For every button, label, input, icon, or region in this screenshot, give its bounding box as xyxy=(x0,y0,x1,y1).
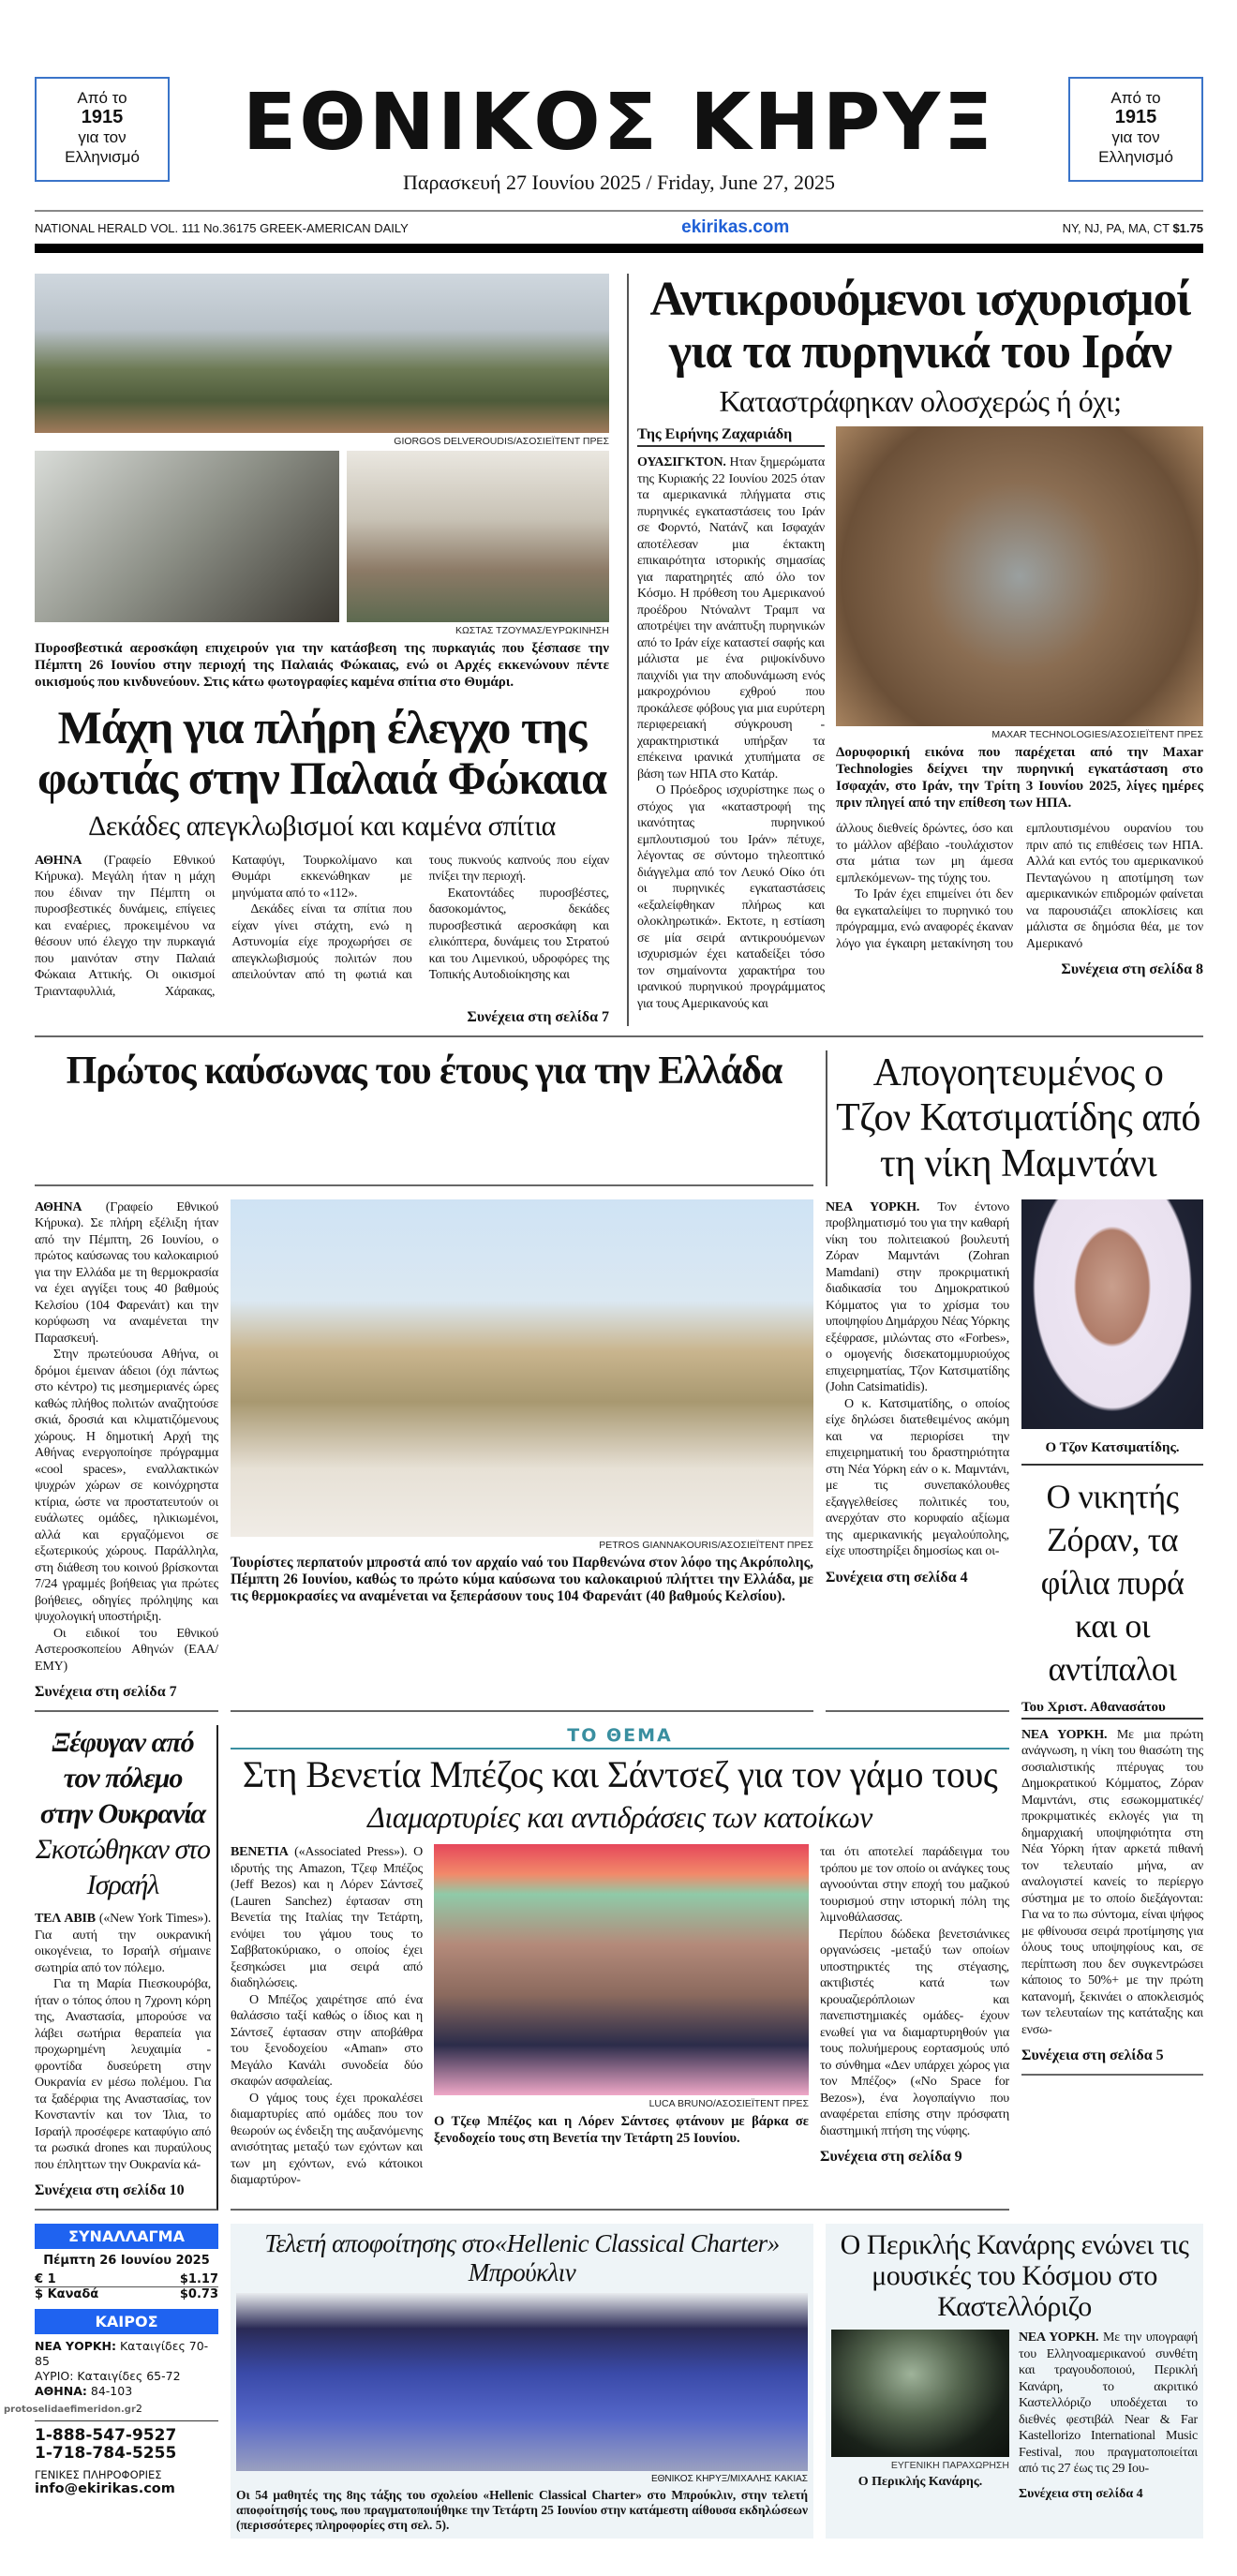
currency: $ Καναδά xyxy=(35,2287,99,2302)
paragraph-text: («New York Times»). Για αυτή την ουκρανική οικογένεια, το Ισραήλ σήμαινε σωτηρία από τον πόλεμο. xyxy=(35,1912,211,1975)
since-text: Από το xyxy=(1110,89,1161,107)
since-text: Ελληνισμό xyxy=(65,148,140,166)
fx-row xyxy=(35,2272,218,2287)
watermark-suffix: 2 xyxy=(135,2403,142,2416)
weather-list xyxy=(35,2339,218,2399)
article-body xyxy=(231,1844,423,2189)
acropolis-photo xyxy=(231,1199,813,1537)
burned-house-photo xyxy=(347,451,609,622)
paragraph: Ο Πρόεδρος ισχυρίστηκε πως ο στόχος για «καταστροφή της ικανότητας πυρηνικού εμπλουτισμού του Ιράν» πέτυχε, λέγοντας σε σύντομο τηλεοπτικό διάγγελμα από τον Λευκό Οίκο ότι οι πυρηνικές εγκαταστάσεις «εξαλείφθηκαν πλήρως και ολοκληρωτικά». Εκτοτε, η εστίαση σε μία σειρά αντικρουόμενων ισχυρισμών έχει καταδείξει τόσο τον σημαίνοντα χαρακτήρα του ιρανικού πυρηνικού προγράμματος για τους Αμερικανούς και xyxy=(637,783,825,1011)
paragraph-text: Με την υπογραφή του Ελληνοαμερικανού συνθέτη και τραγουδοποιού, Περικλή Κανάρη, το ακριτικό Καστελλόριζο υποδέχεται το διεθνές φεστιβάλ Near & Far Kastellorizo International Music Festival, που πραγματοποιείται από τις 27 έως τις 29 Ιου- xyxy=(1019,2330,1198,2477)
photo-credit: ΚΩΣΤΑΣ ΤΖΟΥΜΑΣ/ΕΥΡΩΚΙΝΗΣΗ xyxy=(455,625,609,636)
kanaris-text-column xyxy=(1019,2330,1198,2502)
bezos-photo xyxy=(434,1844,809,2095)
graduation-box xyxy=(231,2224,813,2539)
masthead-bar xyxy=(35,244,1203,253)
headline: Αντικρουόμενοι ισχυρισμοί για τα πυρηνικά του Ιράν xyxy=(649,273,1191,380)
iran-columns xyxy=(637,426,1203,1012)
masthead-center xyxy=(170,77,1068,195)
paragraph xyxy=(35,1199,218,1348)
city: ΑΘΗΝΑ: xyxy=(35,2384,87,2399)
since-1915-box-right xyxy=(1068,77,1203,182)
paragraph: Στην πρωτεύουσα Αθήνα, οι δρόμοι έμειναν άδειοι (όχι πάντως στο κέντρο) τις μεσημεριανές ώρες καθώς πλήθος πολιτών αναζητούσε σκιά, δροσιά και κλιματιζόμενους χώρους. Η δημοτική Αρχή της Αθήνας ενεργοποίησε πρόγραμμα «cool spaces», εναλλακτικών ψυχρών χώρων σε κοινόχρηστα κτίρια, ώστε να προστατευτούν οι ευάλωτες ομάδες, ηλικιωμένοι, αλλά και εργαζόμενοι σε εξωτερικούς χώρους. Παράλληλα, στη διάθεση του κοινού βρίσκονται 7/24 γραμμές βοήθειας για πρώτες βοήθειες, οδηγίες πρόληψης και ψυχολογική υποστήριξη. xyxy=(35,1348,218,1625)
rate: $0.73 xyxy=(179,2287,218,2302)
since-year: 1915 xyxy=(81,107,124,127)
iran-left-column xyxy=(637,426,825,1012)
since-text: για τον xyxy=(78,128,127,146)
fire-photo xyxy=(35,274,609,433)
catsimatidis-photo xyxy=(1021,1199,1203,1429)
continued-link[interactable]: Συνέχεια στη σελίδα 4 xyxy=(826,1569,968,1586)
paragraph: Περίπου δώδεκα βενετσιάνικες οργανώσεις -μεταξύ των οποίων υποστηρικτές της στέγασης, ακτιβιστές κατά των κρουαζιερόπλοιων και πανεπιστημιακές ομάδες- έχουν ενωθεί για να διαμαρτυρηθούν για τους πολυήμερους εορτασμούς υπό το σύνθημα «Δεν υπάρχει χώρος για τον Μπέζος» («No Space for Bezos»), ένα λογοπαίγνιο που αναφέρεται επίσης στην πρόσφατη διαστημική πτήση της νύφης. xyxy=(820,1927,1009,2138)
article-body xyxy=(35,853,609,1001)
continued-link[interactable]: Συνέχεια στη σελίδα 7 xyxy=(35,1684,177,1701)
forecast: Καταιγίδες 70-85 xyxy=(35,2339,209,2369)
dateline: ΑΘΗΝΑ xyxy=(35,1199,82,1214)
photo-credit: ΕΥΓΕΝΙΚΗ ΠΑΡΑΧΩΡΗΣΗ xyxy=(890,2460,1009,2472)
continued-link[interactable]: Συνέχεια στη σελίδα 8 xyxy=(1061,961,1203,978)
fire-article xyxy=(35,274,609,1026)
masthead-title: ΕΘΝΙΚΟΣ ΚΗΡΥΞ xyxy=(242,76,996,168)
forecast: ΑΥΡΙΟ: Καταιγίδες 65-72 xyxy=(35,2369,181,2384)
subheadline: Σκοτώθηκαν στο Ισραήλ xyxy=(35,1834,210,1901)
photo-credit: ΕΘΝΙΚΟΣ ΚΗΡΥΞ/ΜΙΧΑΛΗΣ ΚΑΚΙΑΣ xyxy=(650,2474,808,2485)
divider xyxy=(35,2420,218,2421)
right-column xyxy=(1021,1199,1203,2211)
photo-caption: Δορυφορική εικόνα που παρέχεται από την Maxar Technologies δείχνει την πυρηνική εγκατάσταση στο Ισφαχάν, στο Ιράν, την Τρίτη 3 Ιουνίου 2025, λίγες ημέρες πριν πληγεί από την επίθεση των ΗΠΑ. xyxy=(836,745,1203,812)
fx-table xyxy=(35,2272,218,2301)
fx-title: ΣΥΝΑΛΛΑΓΜΑ xyxy=(35,2224,218,2249)
ukraine-article xyxy=(35,1725,218,2211)
photo-caption: Οι 54 μαθητές της 8ης τάξης του σχολείου «Hellenic Classical Charter» στο Μπρούκλιν, στην τελετή αποφοίτησής τους, που πραγματοποιήθηκε την Τετάρτη 25 Ιουνίου στην κατάμεστη αίθουσα εκδηλώσεων (περισσότερες πληροφορίες στη σελ. 5). xyxy=(236,2488,808,2533)
article-body xyxy=(820,1844,1009,2139)
dateline: ΝΕΑ ΥΟΡΚΗ. xyxy=(1021,1727,1108,1742)
dateline: ΟΥΑΣΙΓΚΤΟΝ. xyxy=(637,455,726,470)
photo-caption: Τουρίστες περπατούν μπροστά από τον αρχαίο ναό του Παρθενώνα στον λόφο της Ακρόπολης, Πέμπτη 26 Ιουνίου, καθώς το πρώτο κύμα καύσωνα του καλοκαιριού πλήττει την Ελλάδα, με τις θερμοκρασίες να αναμένεται να ξεπεράσουν τους 104 Φαρενάιτ (40 βαθμούς Κελσίου). xyxy=(231,1554,813,1604)
paragraph-text: (Γραφείο Εθνικού Κήρυκα). Μεγάλη ήταν η μάχη που έδιναν την Πέμπτη οι πυροσβεστικές δυνάμεις, επίγειες και εναέριες, προκειμένου να θέσουν υπό έλεγχο την πυρκαγιά που μαινόταν στην Παλαιά Φώκαια Αττικής. Οι οικισμοί Τριανταφυλλιά, Χάρακας, Καταφύγι, Τουρκολίμανο και Θυμάρι εκκενώθηκαν με μηνύματα από το «112». xyxy=(35,853,412,999)
headline: Απογοητευμένος ο Τζον Κατσιματίδης από τη νίκη Μαμντάνι xyxy=(826,1050,1203,1186)
heat-photo-column xyxy=(231,1199,813,1713)
article-body xyxy=(1021,1727,1203,2039)
section-kicker: ΤΟ ΘΕΜΑ xyxy=(231,1725,1009,1750)
fx-date: Πέμπτη 26 Ιουνίου 2025 xyxy=(43,2254,210,2269)
currency: € 1 xyxy=(35,2272,56,2287)
catsimatidis-text-column xyxy=(826,1199,1009,1713)
photo-credit: GIORGOS DELVEROUDIS/ΑΣΟΣΙΕΪΤΕΝΤ ΠΡΕΣ xyxy=(394,436,609,447)
headline: Πρώτος καύσωνας του έτους για την Ελλάδα xyxy=(35,1050,813,1186)
paragraph-text: (Γραφείο Εθνικού Κήρυκα). Σε πλήρη εξέλιξη ήταν από την Πέμπτη, 26 Ιουνίου, ο πρώτος καύσωνας του καλοκαιριού για την Ελλάδα με τη θερμοκρασία να έχει αγγίξει τους 40 βαθμούς Κελσίου (104 Φαρενάιτ) και την κορύφωση να αναμένεται την Παρασκευή. xyxy=(35,1199,218,1346)
dateline: ΑΘΗΝΑ xyxy=(35,853,82,868)
paragraph xyxy=(1019,2330,1198,2478)
photo-caption: Ο Τζον Κατσιματίδης. xyxy=(1021,1440,1203,1466)
lower-grid xyxy=(4,1050,1203,2539)
phone-number[interactable]: 1-718-784-5255 xyxy=(35,2444,177,2464)
rate: $1.17 xyxy=(179,2272,218,2287)
subheadline: Καταστράφηκαν ολοσχερώς ή όχι; xyxy=(719,384,1122,419)
article-body xyxy=(836,821,1203,952)
watermark xyxy=(4,2403,218,2415)
subheadline: Διαμαρτυρίες και αντιδράσεις των κατοίκων xyxy=(367,1800,872,1835)
paragraph-text: Με μια πρώτη ανάγνωση, η νίκη του θιασώτη της σοσιαλιστικής πτέρυγας του Δημοκρατικού Κόμματος, Ζόραν Μαμντάνι, στις εσωκομματικές/προκριματικές εκλογές για τη δημαρχιακή υποψηφιότητα στη Νέα Υόρκη ήταν αρκετά πιθανή τον τελευταίο μήνα, αν αναλογιστεί κανείς το περίεργο σύστημα με το οποίο διεξάγονται: Για να το πω σύντομα, είναι ψήφος με φθίνουσα σειρά προτίμησης για όλους τους υποψηφίους και, σε περίπτωση που δεν συγκεντρώσει κάποιος το 50%+ με την πρώτη κατανομή, ξεκινάει ο αποκλεισμός των τελευταίων της κατάταξης και ενσω- xyxy=(1021,1727,1203,2037)
weather-row xyxy=(35,2369,218,2384)
watermark-text: protoselidaefimeridon.gr xyxy=(4,2405,136,2416)
kanaris-columns xyxy=(831,2330,1198,2502)
top-row xyxy=(35,274,1203,1037)
byline: Του Χριστ. Αθανασάτου xyxy=(1021,1700,1203,1720)
photo-credit: PETROS GIANNAKOURIS/ΑΣΟΣΙΕΪΤΕΝΤ ΠΡΕΣ xyxy=(599,1539,813,1551)
kanaris-box xyxy=(826,2224,1203,2539)
venice-columns xyxy=(231,1844,1009,2189)
dateline: ΒΕΝΕΤΙΑ xyxy=(231,1845,289,1860)
paragraph xyxy=(231,1844,423,1992)
since-year: 1915 xyxy=(1114,107,1157,127)
price: $1.75 xyxy=(1172,220,1203,235)
since-1915-box-left xyxy=(35,77,170,182)
burned-house-photo xyxy=(35,451,339,622)
dateline: ΝΕΑ ΥΟΡΚΗ. xyxy=(1019,2330,1099,2345)
masthead xyxy=(35,0,1203,195)
price-info xyxy=(1063,221,1203,235)
paragraph-text: Ηταν ξημερώματα της Κυριακής 22 Ιουνίου 2025 όταν τα αμερικανικά πλήγματα στις πυρηνικές εγκαταστάσεις του Ιράν σε Φορντό, Νατάνζ και Ισφαχάν αποτέλεσαν μια έκτακτη επικαιρότητα ιστορικής σημασίας για παρατηρητές από όλο τον Κόσμο. Η πρόθεση του Αμερικανού προέδρου Ντόναλντ Τραμπ να αποτρέψει την ανάπτυξη πυρηνικών από το Ιράν είχε καταστεί σαφής και μάλιστα με ένα ριψοκίνδυνο παιχνίδι για την αποδυνάμωση ενός μακροχρόνιου εχθρού που προκάλεσε φόβους για μια ευρύτερη περιφερειακή σύγκρουση - χαρακτηριστικά υπήρξαν τα επέκεινα ιρανικά χτυπήματα σε βάση των ΗΠΑ στο Κατάρ. xyxy=(637,455,825,782)
byline: Της Ειρήνης Ζαχαριάδη xyxy=(637,426,825,447)
since-text: Ελληνισμό xyxy=(1098,148,1173,166)
states: NY, NJ, PA, MA, CT xyxy=(1062,220,1170,235)
weather-row xyxy=(35,2339,218,2369)
paragraph: Οι ειδικοί του Εθνικού Αστεροσκοπείου Αθηνών (ΕΑΑ/ΕΜΥ) xyxy=(35,1626,218,1674)
forecast: 84-103 xyxy=(86,2384,133,2399)
photo-caption: Ο Περικλής Κανάρης. xyxy=(857,2475,983,2490)
paragraph: Το Ιράν έχει επιμείνει ότι δεν θα εγκαταλείψει το πυρηνικό του πρόγραμμα, ενώ αναφορές έκαναν λόγο για έγκαιρη μετακίνηση του εμπλουτισμένου ουρανίου του πριν από τις επιθέσεις των ΗΠΑ. Αλλά και εντός του αμερικανικού Πενταγώνου η αποτίμηση των αμερικανικών επιδρομών φαίνεται να παρουσιάζει αποκλίσεις και μάλιστα σε δημόσια θέα, με τον Αμερικανό xyxy=(836,822,1203,951)
headline: Τελετή αποφοίτησης στο«Hellenic Classical Charter» Μπρούκλιν xyxy=(264,2229,780,2287)
weather-title: ΚΑΙΡΟΣ xyxy=(35,2309,218,2334)
issue-date: Παρασκευή 27 Ιουνίου 2025 / Friday, June 27, 2025 xyxy=(403,171,835,194)
front-page xyxy=(4,0,1203,2576)
article-body xyxy=(35,1199,218,1675)
paragraph-text: Τον έντονο προβληματισμό του για την καθαρή νίκη του πολιτειακού βουλευτή Ζόραν Μαμντάνι (Zohran Mamdani) στην προκριματική διαδικασία του Δημοκρατικού Κόμματος για το χρίσμα του υποψηφίου Δημάρχου Νέας Υόρκης εξέφρασε, μιλώντας στο «Forbes», ο ομογενής δισεκατομμυριούχος επιχειρηματίας, Τζον Κατσιματίδης (John Catsimatidis). xyxy=(826,1199,1009,1395)
continued-link[interactable]: Συνέχεια στη σελίδα 4 xyxy=(1019,2486,1143,2501)
paragraph xyxy=(637,454,825,782)
website-link[interactable]: ekirikas.com xyxy=(681,217,790,237)
phone-list xyxy=(35,2427,218,2463)
headline: Ο νικητής Ζόραν, τα φίλια πυρά και οι αντίπαλοι xyxy=(1040,1477,1185,1688)
photo-caption: Πυροσβεστικά αεροσκάφη επιχειρούν για την κατάσβεση της πυρκαγιάς που ξέσπασε την Πέμπτη 26 Ιουνίου στην περιοχή της Παλαιάς Φώκαιας, ενώ οι Αρχές εκκενώνουν πέντε οικισμούς που κινδυνεύουν. Στις κάτω φωτογραφίες καμένα σπίτια στο Θυμάρι. xyxy=(35,641,609,690)
continued-link[interactable]: Συνέχεια στη σελίδα 7 xyxy=(467,1009,609,1025)
venice-right-column xyxy=(820,1844,1009,2189)
email-link[interactable]: info@ekirikas.com xyxy=(35,2481,175,2497)
since-text: Από το xyxy=(77,89,127,107)
dateline: ΝΕΑ ΥΟΡΚΗ. xyxy=(826,1199,920,1214)
photo-caption: Ο Τζεφ Μπέζος και η Λόρεν Σάντσες φτάνουν με βάρκα σε ξενοδοχείο τους στη Βενετία την Τετάρτη 25 Ιουνίου. xyxy=(434,2114,809,2147)
paragraph: Για τη Μαρία Πιεσκουρόβα, ήταν ο τόπος όπου η 7χρονη κόρη της, Αναστασία, μπορούσε να λάβει σωτήρια θεραπεία για προχωρημένη λευχαιμία - φροντίδα δυσεύρετη στην Ουκρανία εν μέσω πολέμου. Για τα ξαδέρφια της Αναστασίας, τον Κονσταντίν και τον Ίλια, το Ισραήλ προσέφερε καταφύγιο από τα ρωσικά drones και πυραύλους που έπληττων την Ουκρανία κά- xyxy=(35,1977,211,2172)
iran-right-column xyxy=(836,426,1203,1012)
venice-photo-column xyxy=(434,1844,809,2189)
edition-info: NATIONAL HERALD VOL. 111 No.36175 GREEK-AMERICAN DAILY xyxy=(35,220,409,235)
photo-credit: LUCA BRUNO/ΑΣΟΣΙΕΪΤΕΝΤ ΠΡΕΣ xyxy=(648,2098,809,2110)
article-body xyxy=(35,1911,211,2173)
venice-article xyxy=(231,1725,1009,2211)
paragraph xyxy=(35,1911,211,1976)
continued-link[interactable]: Συνέχεια στη σελίδα 9 xyxy=(820,2149,962,2166)
paragraph-text: («Associated Press»). Ο ιδρυτής της Amazon, Τζεφ Μπέζος (Jeff Bezos) και η Λόρεν Σάντσεζ (Lauren Sanchez) έφτασαν στη Βενετία της Ιταλίας την Τετάρτη, ενόψει του γάμου τους το Σαββατοκύριακο, ο οποίος έχει ξεσηκώσει μια σειρά από διαδηλώσεις. xyxy=(231,1845,423,1991)
since-text: για τον xyxy=(1111,128,1160,146)
sidebar xyxy=(4,2224,218,2539)
paragraph: Ο γάμος τους έχει προκαλέσει διαμαρτυρίες από ομάδες που τον θεωρούν ως ένδειξη της αυξανόμενης ανισότητας μεταξύ των εχόντων και των μη εχόντων, ενώ κάτοικοι διαμαρτύρον- xyxy=(231,2091,423,2188)
paragraph: Ο Μπέζος χαιρέτησε από ένα θαλάσσιο ταξί καθώς ο ίδιος και η Σάντσεζ έφτασαν στην αποβάθρα του ξενοδοχείου «Aman» στο Μεγάλο Κανάλι συνοδεία δύο σκαφών ασφαλείας. xyxy=(231,1992,423,2090)
phone-number[interactable]: 1-888-547-9527 xyxy=(35,2426,177,2446)
paragraph: ται ότι αποτελεί παράδειγμα του τρόπου με τον οποίο οι ανάγκες τους αγνοούνται στην εποχή του μαζικού τουρισμού στην ιστορική πόλη της λιμνοθάλασσας. xyxy=(820,1845,1009,1926)
paragraph xyxy=(1021,1727,1203,2039)
satellite-photo xyxy=(836,426,1203,726)
iran-article xyxy=(627,274,1203,1026)
headline: Μάχη για πλήρη έλεγχο της φωτιάς στην Παλαιά Φώκαια xyxy=(37,701,607,804)
kanaris-photo-column xyxy=(831,2330,1009,2502)
headline: Ο Περικλής Κανάρης ενώνει τις μουσικές του Κόσμου στο Καστελλόριζο xyxy=(840,2229,1189,2323)
continued-link[interactable]: Συνέχεια στη σελίδα 5 xyxy=(1021,2047,1203,2076)
paragraph xyxy=(826,1199,1009,1396)
article-body xyxy=(826,1199,1009,1560)
paragraph: Δεκάδες είναι τα σπίτια που είχαν γίνει στάχτη, ενώ η Αστυνομία είχε προχωρήσει σε απεγκλωβισμούς πολιτών που απειλούνταν από τη φωτιά και τους πυκνούς καπνούς που είχαν πνίξει την περιοχή. xyxy=(231,853,609,982)
continued-link[interactable]: Συνέχεια στη σελίδα 10 xyxy=(35,2182,185,2199)
heat-text-column xyxy=(35,1199,218,1713)
info-bar xyxy=(35,212,1203,244)
city: ΝΕΑ ΥΟΡΚΗ: xyxy=(35,2339,117,2354)
paragraph: Εκατοντάδες πυροσβέστες, δασοκομάντος, δεκάδες πυροσβεστικά αεροσκάφη και ελικόπτερα, δυνάμεις του Στρατού και του Λιμενικού, υδροφόρες της Τοπικής Αυτοδιοίκησης και xyxy=(428,886,609,982)
dateline: ΤΕΛ ΑΒΙΒ xyxy=(35,1912,96,1927)
photo-credit: MAXAR TECHNOLOGIES/ΑΣΟΣΙΕΪΤΕΝΤ ΠΡΕΣ xyxy=(991,729,1203,741)
paragraph: Ο κ. Κατσιματίδης, ο οποίος είχε δηλώσει διατεθειμένος ακόμη και να περιορίσει την επιχειρηματική του δραστηριότητα στη Νέα Υόρκη εάν ο κ. Μαμντάνι, με τις συνεπακόλουθες εξαγγελθείσες πολιτικές του, ανερχόταν στο κορυφαίο αξίωμα της αμερικανικής μεγαλούπολης, είχε υποστηρίξει δημοσίως και οι- xyxy=(826,1396,1009,1559)
paragraph: άλλους διεθνείς δρώντες, όσο και το μάλλον αβέβαιο -τουλάχιστον στα μάτια των μη άμεσα εμπλεκόμενων- της τύχης του. xyxy=(836,822,1013,886)
headline: Ξέφυγαν από τον πόλεμο στην Ουκρανία xyxy=(39,1727,206,1830)
graduation-photo xyxy=(236,2293,808,2471)
fx-row xyxy=(35,2287,218,2301)
subheadline: Δεκάδες απεγκλωβισμοί και καμένα σπίτια xyxy=(88,811,556,841)
kanaris-photo xyxy=(831,2330,1009,2457)
article-body xyxy=(1019,2330,1198,2478)
photo-pair xyxy=(35,451,609,622)
weather-row xyxy=(35,2384,218,2399)
article-body xyxy=(637,454,825,1012)
info-label: ΓΕΝΙΚΕΣ ΠΛΗΡΟΦΟΡΙΕΣ xyxy=(35,2468,162,2482)
headline: Στη Βενετία Μπέζος και Σάντσεζ για τον γάμο τους xyxy=(242,1753,998,1796)
